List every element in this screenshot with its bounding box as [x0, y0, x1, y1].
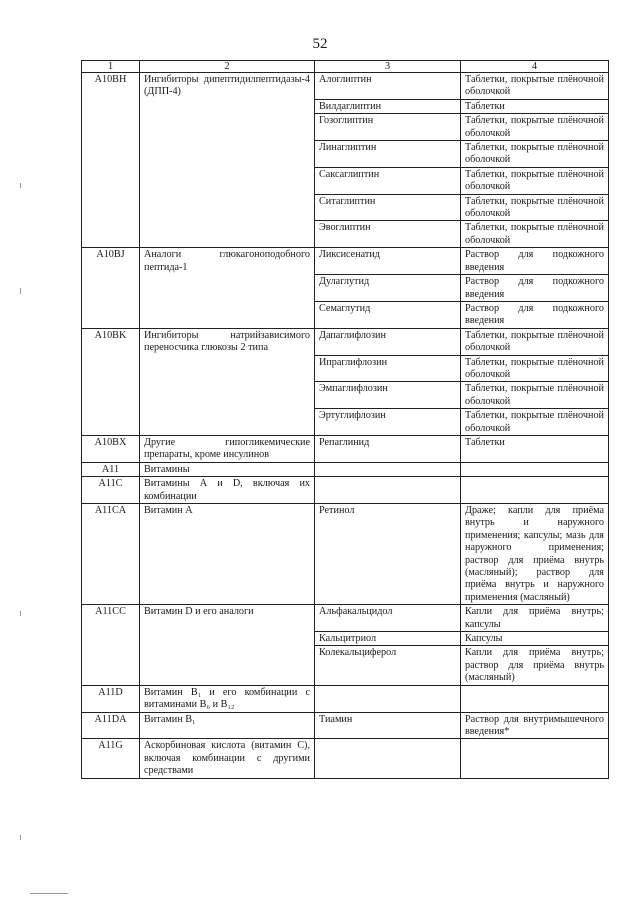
dosage-form-cell: Таблетки, покрытые плёночной оболочкой [461, 73, 609, 100]
atc-group-cell: Аскорбиновая кислота (витамин С), включая комбинации с другими средствами [140, 739, 315, 778]
drug-name-cell: Тиамин [315, 712, 461, 739]
atc-code-cell: A11C [82, 477, 140, 504]
dosage-form-cell: Таблетки, покрытые плёночной оболочкой [461, 382, 609, 409]
drug-name-cell: Дулаглутид [315, 275, 461, 302]
atc-code-cell: A11 [82, 462, 140, 476]
atc-group-cell: Витамин А [140, 504, 315, 605]
column-header-form: 4 [461, 61, 609, 73]
table-body [82, 73, 609, 779]
dosage-form-cell: Таблетки [461, 435, 609, 462]
drug-name-cell: Эртуглифлозин [315, 409, 461, 436]
drug-name-cell: Эмпаглифлозин [315, 382, 461, 409]
atc-code-cell: A10BX [82, 435, 140, 462]
dosage-form-cell [461, 477, 609, 504]
atc-group-cell: Аналоги глюкагоноподобного пептида-1 [140, 248, 315, 328]
table-row [82, 462, 609, 476]
drug-name-cell: Ликсисенатид [315, 248, 461, 275]
drug-name-cell: Ипраглифлозин [315, 355, 461, 382]
drug-name-cell: Семаглутид [315, 301, 461, 328]
column-header-code: 1 [82, 61, 140, 73]
atc-group-cell: Витамин B₁ и его комбинации с витаминами B₆ и B₁₂ [140, 685, 315, 712]
dosage-form-cell: Капли для приёма внутрь; раствор для приёма внутрь (масляный) [461, 646, 609, 685]
scan-margin-mark [20, 183, 21, 188]
table-row [82, 328, 609, 355]
drug-name-cell [315, 477, 461, 504]
atc-code-cell: A11DA [82, 712, 140, 739]
dosage-form-cell: Таблетки, покрытые плёночной оболочкой [461, 409, 609, 436]
dosage-form-cell: Таблетки, покрытые плёночной оболочкой [461, 141, 609, 168]
scan-margin-mark [20, 288, 21, 294]
dosage-form-cell: Капли для приёма внутрь; капсулы [461, 605, 609, 632]
table-row [82, 739, 609, 778]
page-number: 52 [312, 36, 328, 52]
dosage-form-cell: Таблетки, покрытые плёночной оболочкой [461, 221, 609, 248]
dosage-form-cell: Капсулы [461, 632, 609, 646]
dosage-form-cell: Таблетки, покрытые плёночной оболочкой [461, 355, 609, 382]
dosage-form-cell [461, 739, 609, 778]
drug-name-cell: Кальцитриол [315, 632, 461, 646]
column-header-group: 2 [140, 61, 315, 73]
dosage-form-cell: Таблетки, покрытые плёночной оболочкой [461, 167, 609, 194]
dosage-form-cell: Раствор для подкожного введения [461, 301, 609, 328]
atc-code-cell: A11G [82, 739, 140, 778]
drug-name-cell: Альфакальцидол [315, 605, 461, 632]
dosage-form-cell: Таблетки, покрытые плёночной оболочкой [461, 194, 609, 221]
scan-margin-mark [20, 611, 21, 616]
atc-code-cell: A11CC [82, 605, 140, 685]
drug-name-cell: Колекальциферол [315, 646, 461, 685]
atc-group-cell: Другие гипогликемические препараты, кроме инсулинов [140, 435, 315, 462]
drug-name-cell: Вилдаглиптин [315, 99, 461, 113]
table-row [82, 685, 609, 712]
dosage-form-cell: Раствор для подкожного введения [461, 275, 609, 302]
table-row [82, 605, 609, 632]
table-row [82, 73, 609, 100]
atc-group-cell: Витамин D и его аналоги [140, 605, 315, 685]
drug-name-cell: Алоглиптин [315, 73, 461, 100]
dosage-form-cell: Таблетки [461, 99, 609, 113]
drug-name-cell [315, 685, 461, 712]
scan-margin-mark [30, 893, 68, 894]
drug-name-cell: Ретинол [315, 504, 461, 605]
atc-group-cell: Ингибиторы натрийзависимого переносчика глюкозы 2 типа [140, 328, 315, 435]
drug-name-cell: Саксаглиптин [315, 167, 461, 194]
dosage-form-cell [461, 685, 609, 712]
drug-name-cell: Эвоглиптин [315, 221, 461, 248]
table-row [82, 712, 609, 739]
table-row [82, 248, 609, 275]
atc-group-cell: Ингибиторы дипептидилпептидазы-4 (ДПП-4) [140, 73, 315, 248]
dosage-form-cell: Драже; капли для приёма внутрь и наружного применения; капсулы; мазь для наружного применения; раствор для приёма внутрь (масляный); раствор для приёма внутрь и наружного применения (масляный) [461, 504, 609, 605]
dosage-form-cell: Раствор для внутримышечного введения* [461, 712, 609, 739]
table-row [82, 477, 609, 504]
atc-group-cell: Витамин B₁ [140, 712, 315, 739]
drug-name-cell [315, 739, 461, 778]
drug-name-cell: Линаглиптин [315, 141, 461, 168]
table-header-row [82, 61, 609, 73]
atc-group-cell: Витамины [140, 462, 315, 476]
table-row [82, 435, 609, 462]
drug-name-cell: Ситаглиптин [315, 194, 461, 221]
column-header-drug: 3 [315, 61, 461, 73]
scan-margin-mark [20, 835, 21, 840]
atc-drug-table [81, 60, 609, 779]
atc-group-cell: Витамины А и D, включая их комбинации [140, 477, 315, 504]
dosage-form-cell [461, 462, 609, 476]
atc-code-cell: A11D [82, 685, 140, 712]
dosage-form-cell: Таблетки, покрытые плёночной оболочкой [461, 328, 609, 355]
atc-code-cell: A10BH [82, 73, 140, 248]
atc-code-cell: A10BJ [82, 248, 140, 328]
drug-name-cell [315, 462, 461, 476]
table-row [82, 504, 609, 605]
drug-name-cell: Репаглинид [315, 435, 461, 462]
drug-name-cell: Гозоглиптин [315, 114, 461, 141]
dosage-form-cell: Таблетки, покрытые плёночной оболочкой [461, 114, 609, 141]
dosage-form-cell: Раствор для подкожного введения [461, 248, 609, 275]
atc-code-cell: A10BK [82, 328, 140, 435]
atc-code-cell: A11CA [82, 504, 140, 605]
drug-name-cell: Дапаглифлозин [315, 328, 461, 355]
